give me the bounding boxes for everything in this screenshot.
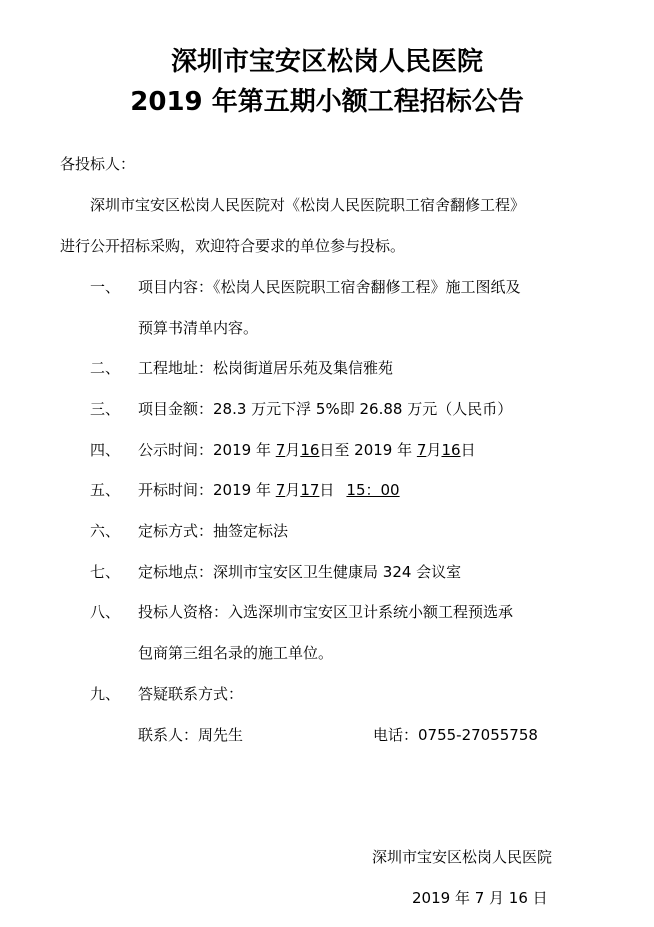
contact-person: 联系人：周先生 (138, 726, 244, 744)
item-4-mid: 日至 2019 年 (319, 441, 413, 459)
item-1-line1: 项目内容：《松岗人民医院职工宿舍翻修工程》施工图纸及 (138, 278, 521, 296)
item-number-2: 二、 (90, 359, 121, 377)
item-number-6: 六、 (90, 522, 121, 540)
item-4-month-char-start: 月 (285, 441, 301, 459)
item-number-3: 三、 (90, 400, 121, 418)
item-4-month-start: 7 (275, 441, 286, 459)
item-5-month: 7 (275, 481, 286, 499)
item-8-line2: 包商第三组名录的施工单位。 (138, 644, 334, 662)
item-5-month-char: 月 (285, 481, 301, 499)
item-4-text (138, 440, 476, 460)
item-number-5: 五、 (90, 481, 121, 499)
item-7-text: 定标地点：深圳市宝安区卫生健康局 324 会议室 (138, 563, 462, 581)
item-6-text: 定标方式：抽签定标法 (138, 522, 289, 540)
item-1-line2: 预算书清单内容。 (138, 319, 259, 337)
item-5-text (138, 480, 400, 500)
item-8-line1: 投标人资格：入选深圳市宝安区卫计系统小额工程预选承 (138, 603, 514, 621)
item-5-label: 开标时间： (138, 481, 214, 499)
item-5-time: 15：00 (346, 481, 400, 499)
item-5-year: 2019 年 (213, 481, 271, 499)
item-number-7: 七、 (90, 563, 121, 581)
item-2-text: 工程地址：松岗街道居乐苑及集信雅苑 (138, 359, 394, 377)
intro-line2: 进行公开招标采购，欢迎符合要求的单位参与投标。 (60, 237, 406, 255)
page-title-line1: 深圳市宝安区松岗人民医院 (170, 47, 483, 77)
item-number-1: 一、 (90, 278, 121, 296)
contact-phone: 电话：0755-27055758 (373, 726, 538, 744)
item-4-day-start: 16 (300, 441, 320, 459)
item-number-8: 八、 (90, 603, 121, 621)
item-4-day-end: 16 (441, 441, 461, 459)
item-5-day-char: 日 (319, 481, 335, 499)
salutation: 各投标人： (60, 155, 136, 173)
page-title-line2: 2019 年第五期小额工程招标公告 (130, 87, 524, 117)
item-4-label: 公示时间： (138, 441, 214, 459)
item-4-month-char-end: 月 (426, 441, 442, 459)
intro-line1: 深圳市宝安区松岗人民医院对《松岗人民医院职工宿舍翻修工程》 (90, 196, 526, 214)
item-5-day: 17 (300, 481, 320, 499)
item-3-text: 项目金额：28.3 万元下浮 5%即 26.88 万元（人民币） (138, 400, 513, 418)
signature-organization: 深圳市宝安区松岗人民医院 (372, 848, 553, 866)
signature-date: 2019 年 7 月 16 日 (412, 889, 548, 907)
item-4-year-start: 2019 年 (213, 441, 271, 459)
item-number-4: 四、 (90, 441, 121, 459)
item-number-9: 九、 (90, 685, 121, 703)
item-4-month-end: 7 (416, 441, 427, 459)
item-9-text: 答疑联系方式： (138, 685, 244, 703)
item-4-end: 日 (460, 441, 476, 459)
